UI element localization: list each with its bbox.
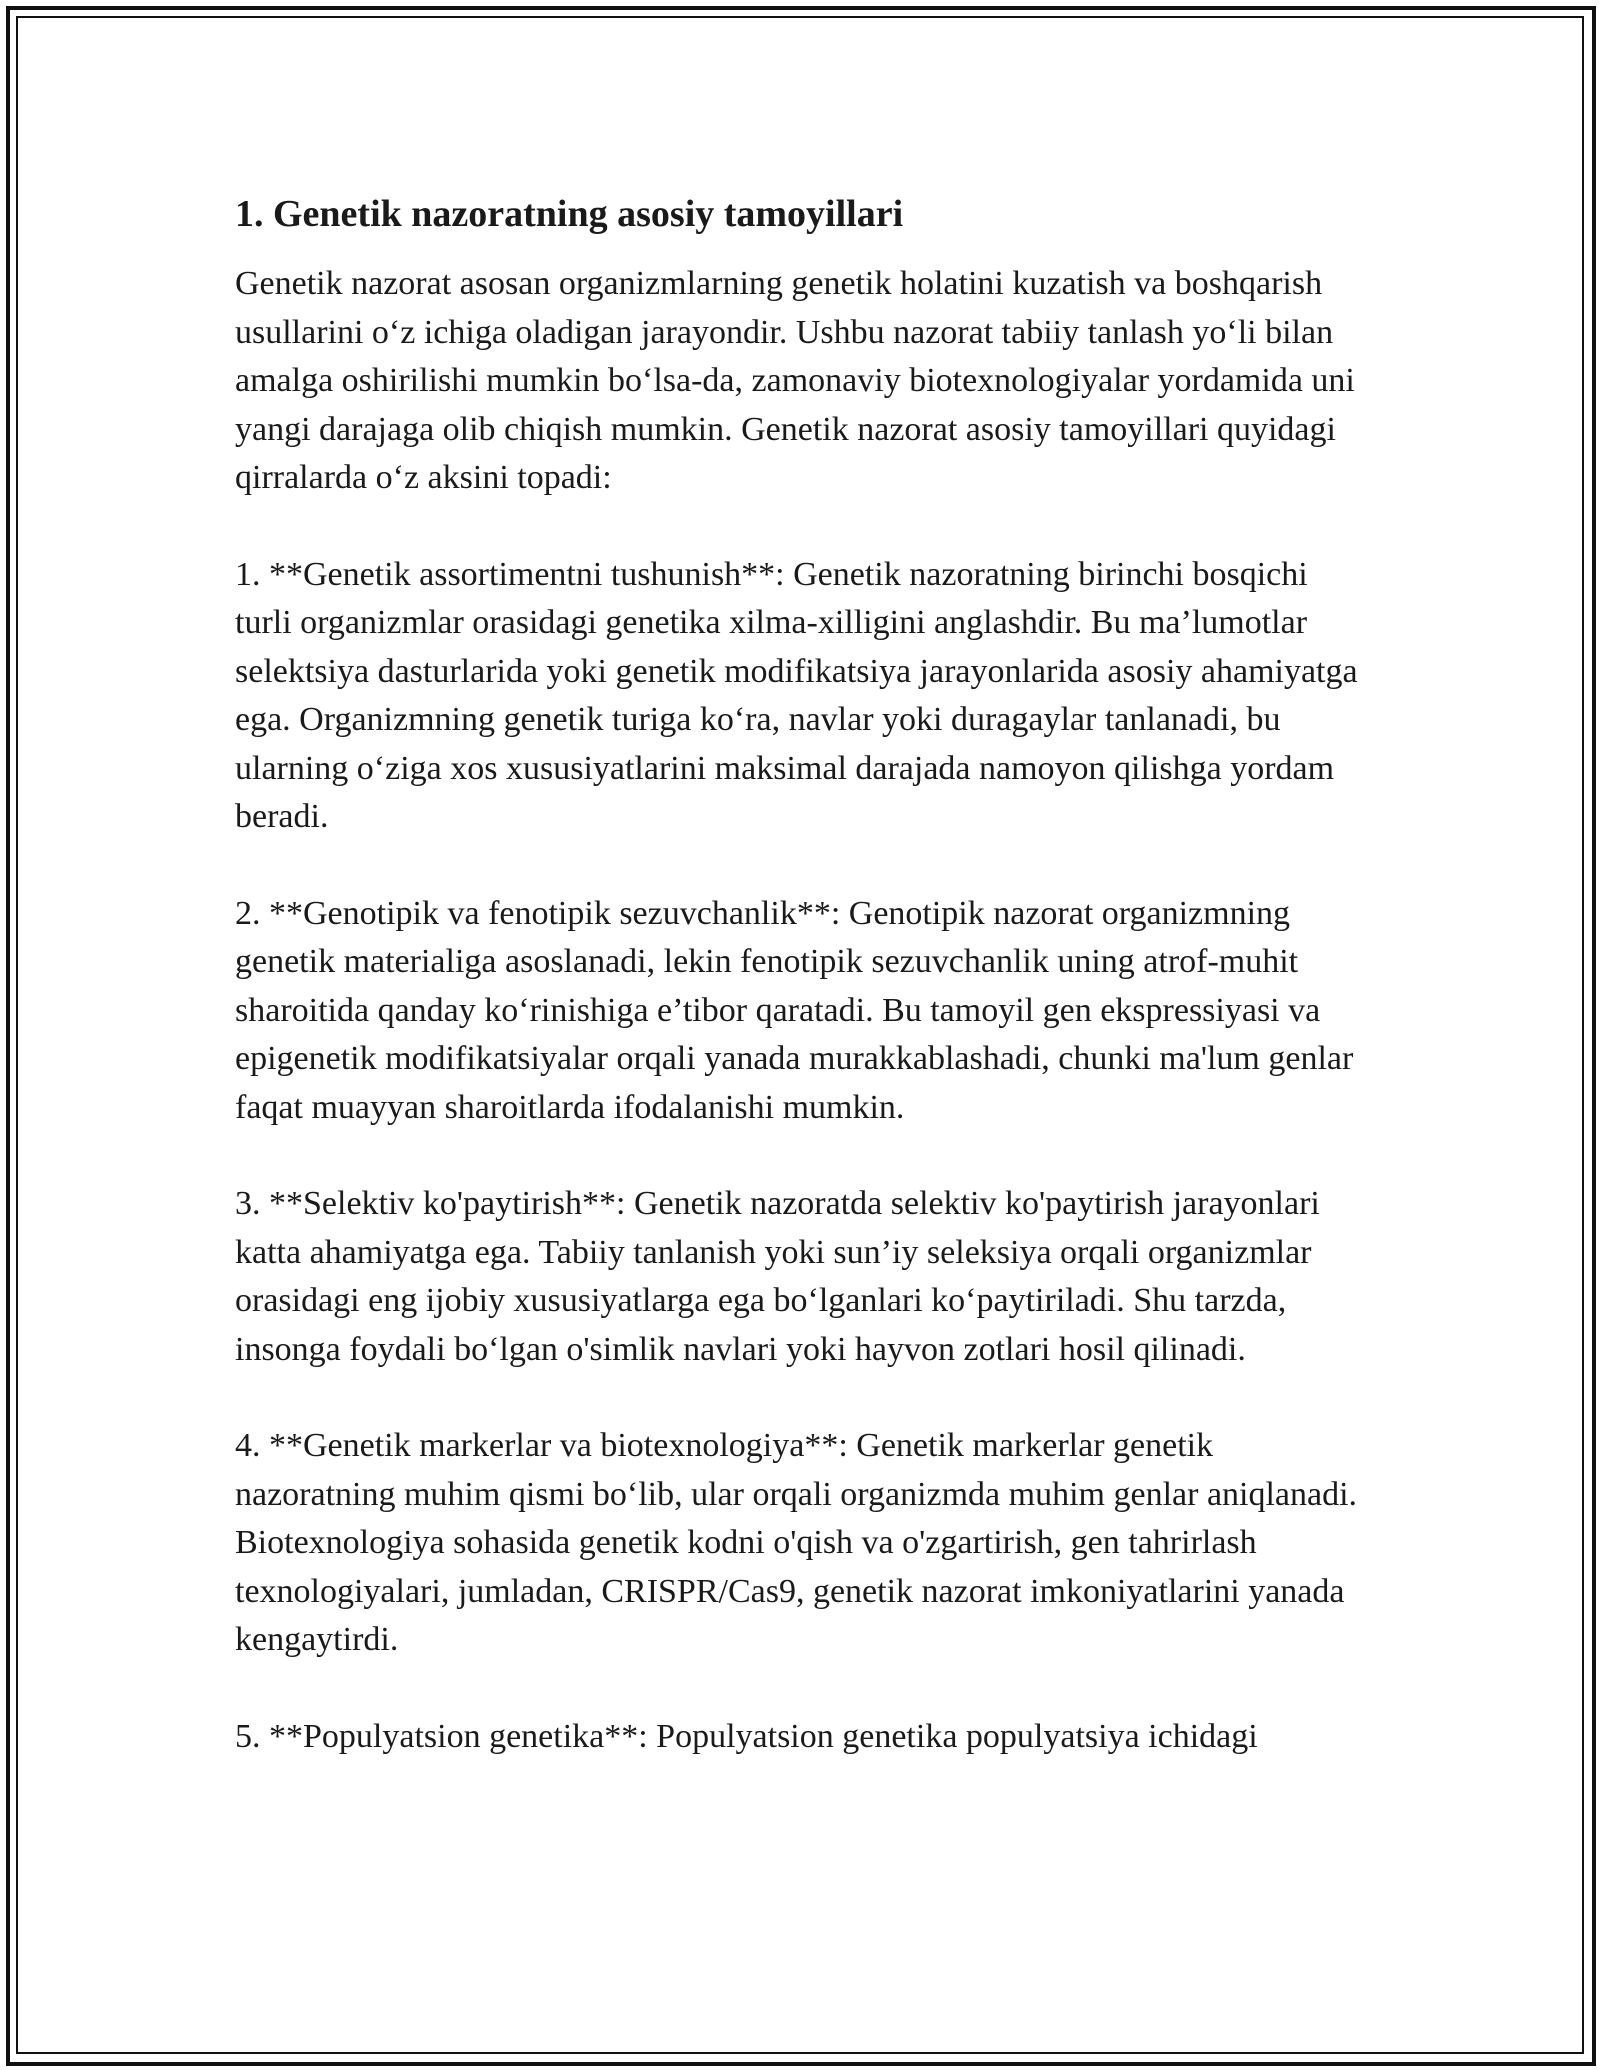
principle-paragraph-4: 4. **Genetik markerlar va biotexnologiya**: Genetik markerlar genetik nazoratning muhim qismi bo‘lib, ular orqali organizmda muhim genlar aniqlanadi. Biotexnologiya sohasida genetik kodni o'qish va o'zgartirish, gen tahrirlash texnologiyalari, jumladan, CRISPR/Cas9, genetik nazorat imkoniyatlarini yanada kengaytirdi. [235, 1427, 1358, 1658]
principle-paragraph-5: 5. **Populyatsion genetika**: Populyatsion genetika populyatsiya ichidagi [235, 1717, 1258, 1755]
intro-paragraph: Genetik nazorat asosan organizmlarning genetik holatini kuzatish va boshqarish usullarini o‘z ichiga oladigan jarayondir. Ushbu nazorat tabiiy tanlash yo‘li bilan amalga oshirilishi mumkin bo‘lsa-da, zamonaviy biotexnologiyalar yordamida uni yangi darajaga olib chiqish mumkin. Genetik nazorat asosiy tamoyillari quyidagi qirralarda o‘z aksini topadi: [235, 265, 1355, 496]
principle-paragraph-1: 1. **Genetik assortimentni tushunish**: Genetik nazoratning birinchi bosqichi turli organizmlar orasidagi genetika xilma-xilligini anglashdir. Bu ma’lumotlar selektsiya dasturlarida yoki genetik modifikatsiya jarayonlarida asosiy ahamiyatga ega. Organizmning genetik turiga ko‘ra, navlar yoki duragaylar tanlanadi, bu ularning o‘ziga xos xususiyatlarini maksimal darajada namoyon qilishga yordam beradi. [235, 555, 1358, 835]
principle-paragraph-2: 2. **Genotipik va fenotipik sezuvchanlik**: Genotipik nazorat organizmning genetik materialiga asoslanadi, lekin fenotipik sezuvchanlik uning atrof-muhit sharoitida qanday ko‘rinishiga e’tibor qaratadi. Bu tamoyil gen ekspressiyasi va epigenetik modifikatsiyalar orqali yanada murakkablashadi, chunki ma'lum genlar faqat muayyan sharoitlarda ifodalanishi mumkin. [235, 894, 1354, 1126]
document-page [235, 190, 1370, 1761]
section-heading: 1. Genetik nazoratning asosiy tamoyillari [235, 193, 904, 235]
principle-paragraph-3: 3. **Selektiv ko'paytirish**: Genetik nazoratda selektiv ko'paytirish jarayonlari katta ahamiyatga ega. Tabiiy tanlanish yoki sun’iy seleksiya orqali organizmlar orasidagi eng ijobiy xususiyatlarga ega bo‘lganlari ko‘paytiriladi. Shu tarzda, insonga foydali bo‘lgan o'simlik navlari yoki hayvon zotlari hosil qilinadi. [235, 1185, 1320, 1368]
